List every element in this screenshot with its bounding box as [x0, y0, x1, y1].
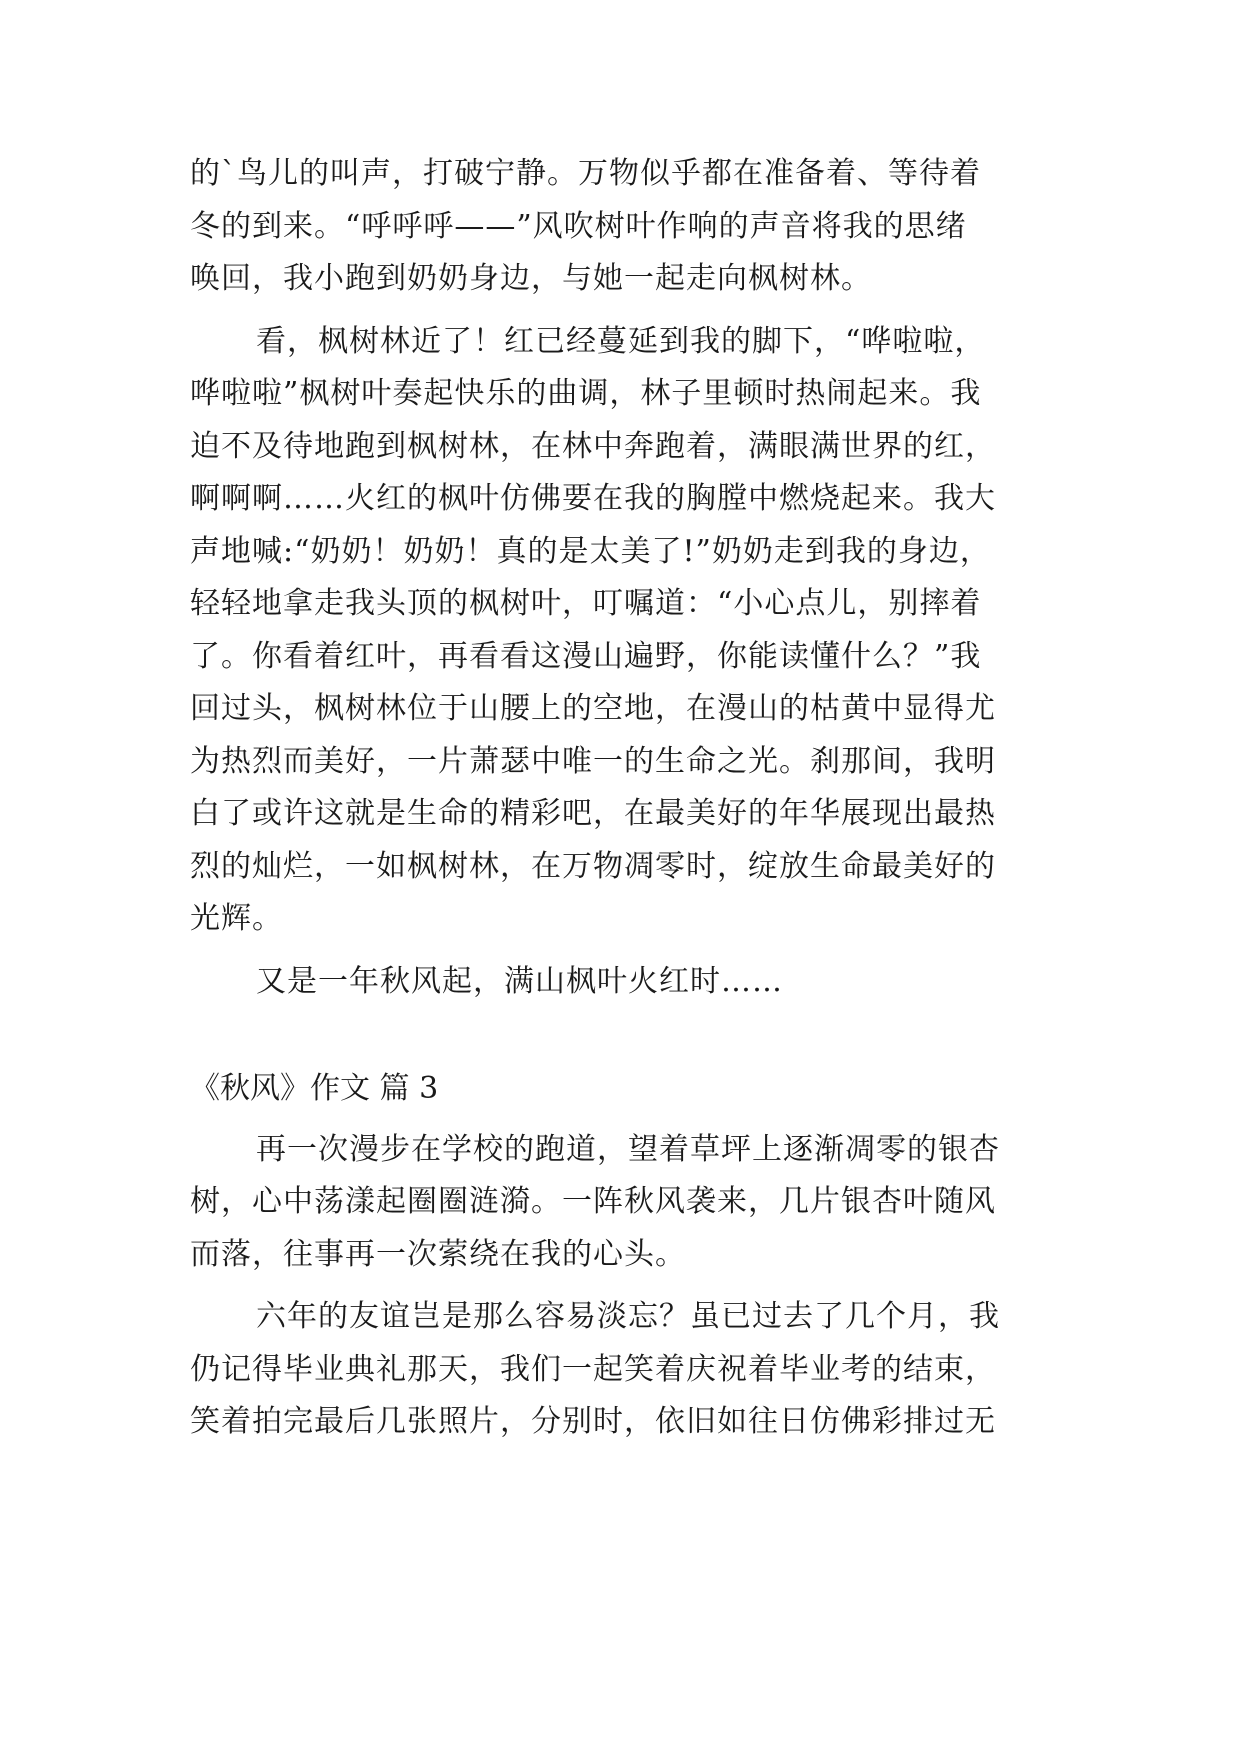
text-line: 冬的到来。“呼呼呼——”风吹树叶作响的声音将我的思绪	[190, 208, 967, 244]
text-line: 看，枫树林近了！红已经蔓延到我的脚下，“哗啦啦，	[256, 323, 986, 359]
text-line: 白了或许这就是生命的精彩吧，在最美好的年华展现出最热	[190, 796, 996, 831]
text-line: 唤回，我小跑到奶奶身边，与她一起走向枫树林。	[190, 261, 872, 296]
text-line: 又是一年秋风起，满山枫叶火红时……	[256, 963, 783, 999]
text-line: 再一次漫步在学校的跑道，望着草坪上逐渐凋零的银杏	[256, 1131, 1000, 1167]
text-line: 烈的灿烂，一如枫树林，在万物凋零时，绽放生命最美好的	[190, 848, 996, 884]
text-line: 为热烈而美好，一片萧瑟中唯一的生命之光。刹那间，我明	[190, 743, 996, 779]
text-line: 树，心中荡漾起圈圈涟漪。一阵秋风袭来，几片银杏叶随风	[190, 1184, 996, 1219]
text-line: 的`鸟儿的叫声，打破宁静。万物似乎都在准备着、等待着	[190, 156, 981, 191]
section-heading: 《秋风》作文 篇 3	[190, 1071, 439, 1106]
text-line: 六年的友谊岂是那么容易淡忘？虽已过去了几个月，我	[256, 1299, 1000, 1334]
text-line: 声地喊:“奶奶！奶奶！真的是太美了!”奶奶走到我的身边，	[190, 533, 991, 569]
text-line: 回过头，枫树林位于山腰上的空地，在漫山的枯黄中显得尤	[190, 691, 996, 726]
text-line: 仍记得毕业典礼那天，我们一起笑着庆祝着毕业考的结束，	[190, 1351, 996, 1387]
text-line: 哗啦啦”枫树叶奏起快乐的曲调，林子里顿时热闹起来。我	[190, 376, 982, 411]
text-line: 轻轻地拿走我头顶的枫树叶，叮嘱道：“小心点儿，别摔着	[190, 586, 982, 621]
text-line: 迫不及待地跑到枫树林，在林中奔跑着，满眼满世界的红，	[190, 428, 996, 464]
text-line: 光辉。	[190, 901, 283, 936]
text-line: 笑着拍完最后几张照片，分别时，依旧如往日仿佛彩排过无	[190, 1404, 996, 1439]
text-line: 啊啊啊……火红的枫叶仿佛要在我的胸膛中燃烧起来。我大	[190, 481, 996, 516]
text-line: 了。你看着红叶，再看看这漫山遍野，你能读懂什么？”我	[190, 638, 982, 674]
text-line: 而落，往事再一次萦绕在我的心头。	[190, 1236, 686, 1272]
